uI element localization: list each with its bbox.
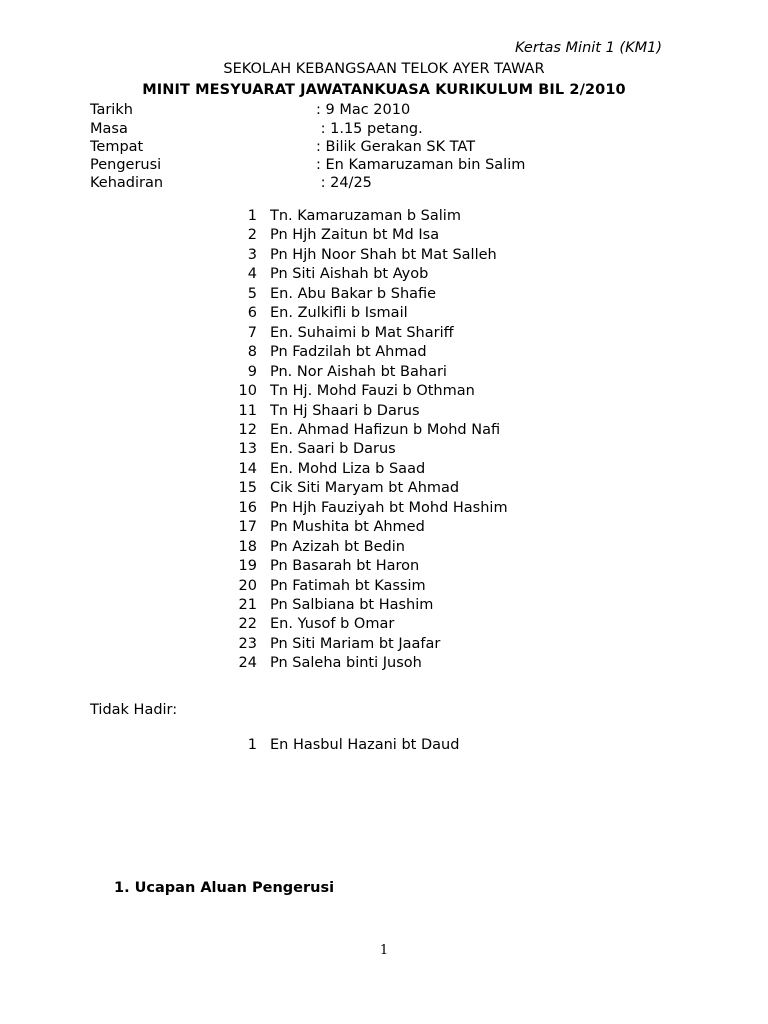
attendee-name: En. Abu Bakar b Shafie [270,286,437,302]
attendee-number: 22 [238,616,257,632]
attendee-name: Pn Basarah bt Haron [270,558,420,574]
attendee-name: En. Ahmad Hafizun b Mohd Nafi [270,422,501,438]
detail-label-tempat: Tempat [90,139,144,155]
attendee-name: En. Saari b Darus [270,441,396,457]
attendee-number: 16 [238,500,257,516]
attendee-name: Pn Mushita bt Ahmed [270,519,425,535]
attendee-number: 9 [247,364,257,380]
attendee-number: 17 [238,519,257,535]
detail-value-pengerusi: : En Kamaruzaman bin Salim [316,157,526,173]
attendee-name: Pn. Nor Aishah bt Bahari [270,364,447,380]
attendee-number: 18 [238,539,257,555]
attendee-name: Pn Salbiana bt Hashim [270,597,434,613]
attendee-number: 15 [238,480,257,496]
attendee-name: Tn. Kamaruzaman b Salim [270,208,461,224]
absent-label: Tidak Hadir: [90,702,178,718]
attendee-number: 5 [247,286,257,302]
attendee-name: Pn Azizah bt Bedin [270,539,405,555]
detail-value-kehadiran: : 24/25 [316,175,372,191]
attendee-name: Tn Hj Shaari b Darus [270,403,420,419]
attendee-number: 1 [247,208,257,224]
attendee-number: 14 [238,461,257,477]
attendee-name: Pn Hjh Fauziyah bt Mohd Hashim [270,500,508,516]
attendee-name: Pn Hjh Noor Shah bt Mat Salleh [270,247,497,263]
attendee-number: 10 [238,383,257,399]
attendee-number: 20 [238,578,257,594]
attendee-name: En. Zulkifli b Ismail [270,305,408,321]
attendee-name: Pn Fadzilah bt Ahmad [270,344,427,360]
attendee-number: 21 [238,597,257,613]
school-name: SEKOLAH KEBANGSAAN TELOK AYER TAWAR [223,61,545,77]
attendee-name: Pn Siti Mariam bt Jaafar [270,636,441,652]
attendee-number: 8 [247,344,257,360]
attendee-number: 24 [238,655,257,671]
detail-label-kehadiran: Kehadiran [90,175,164,191]
attendee-name: En. Suhaimi b Mat Shariff [270,325,454,341]
document-reference: Kertas Minit 1 (KM1) [514,40,662,56]
detail-label-tarikh: Tarikh [90,102,133,118]
attendee-name: En. Mohd Liza b Saad [270,461,426,477]
attendee-number: 12 [238,422,257,438]
detail-label-pengerusi: Pengerusi [90,157,162,173]
attendee-number: 23 [238,636,257,652]
attendee-name: En. Yusof b Omar [270,616,395,632]
page-number: 1 [379,943,389,958]
section-heading: 1. Ucapan Aluan Pengerusi [114,880,335,896]
detail-label-masa: Masa [90,121,128,137]
attendee-name: Cik Siti Maryam bt Ahmad [270,480,460,496]
attendee-number: 11 [238,403,257,419]
absent-name: En Hasbul Hazani bt Daud [270,737,460,753]
attendee-number: 6 [247,305,257,321]
attendee-number: 19 [238,558,257,574]
attendee-name: Tn Hj. Mohd Fauzi b Othman [270,383,475,399]
attendee-name: Pn Siti Aishah bt Ayob [270,266,429,282]
attendee-number: 4 [247,266,257,282]
detail-value-tarikh: : 9 Mac 2010 [316,102,411,118]
attendee-name: Pn Saleha binti Jusoh [270,655,422,671]
document-title: MINIT MESYUARAT JAWATANKUASA KURIKULUM BIL 2/2010 [142,82,626,98]
attendee-number: 13 [238,441,257,457]
attendee-number: 3 [247,247,257,263]
attendee-number: 2 [247,227,257,243]
attendee-name: Pn Hjh Zaitun bt Md Isa [270,227,440,243]
attendee-number: 7 [247,325,257,341]
attendee-name: Pn Fatimah bt Kassim [270,578,426,594]
absent-number: 1 [247,737,257,753]
detail-value-tempat: : Bilik Gerakan SK TAT [316,139,476,155]
detail-value-masa: : 1.15 petang. [316,121,423,137]
